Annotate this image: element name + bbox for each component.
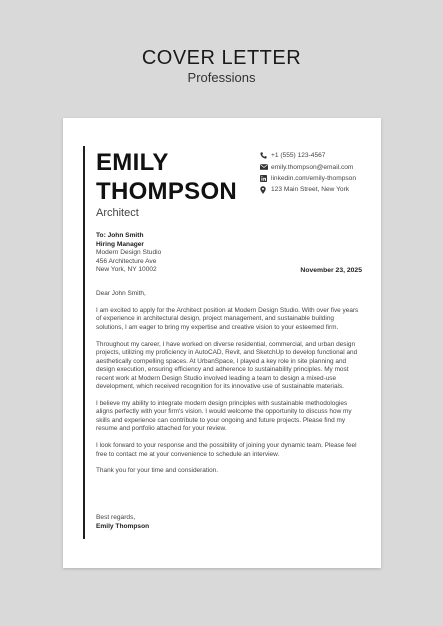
contact-linkedin xyxy=(260,173,356,184)
linkedin-icon xyxy=(260,175,271,182)
cover-letter-page xyxy=(63,118,381,568)
contact-phone xyxy=(260,150,356,161)
body-paragraph: Thank you for your time and consideration. xyxy=(96,467,219,475)
envelope-icon xyxy=(260,164,271,170)
applicant-role: Architect xyxy=(96,207,139,219)
closing: Best regards, xyxy=(96,514,136,521)
contact-text: emily.thompson@email.com xyxy=(271,163,354,171)
body-paragraph: I am excited to apply for the Architect position at Modern Design Studio. With over five years of experience in architectural design, project management, and sustainable building solutions, I am eager to bring my expertise and creative vision to your esteemed firm. xyxy=(96,306,359,331)
greeting: Dear John Smith, xyxy=(96,290,146,297)
contact-info xyxy=(260,150,356,196)
page-title: COVER LETTER xyxy=(141,47,302,69)
contact-text: +1 (555) 123-4567 xyxy=(271,152,326,160)
page-header xyxy=(0,47,443,85)
recipient-name: To: John Smith xyxy=(96,232,144,239)
letter-body xyxy=(96,290,362,484)
contact-text: linkedin.com/emily-thompson xyxy=(271,174,357,182)
location-pin-icon xyxy=(260,186,271,194)
body-paragraph: Throughout my career, I have worked on diverse residential, commercial, and urban design projects, utilizing my proficiency in AutoCAD, Revit, and SketchUp to develop functional and aesthetically compelling spaces. At UrbanSpace, I played a key role in site planning and design execution, ensuring efficiency and adherence to sustainability principles. My most recent work at Modern Design Studio involved leading a team to design a mixed-use development, which received recognition for its innovative use of sustainable materials. xyxy=(96,340,358,391)
signature: Emily Thompson xyxy=(96,522,150,530)
body-paragraph: I believe my ability to integrate modern design principles with sustainable methodologies aligns perfectly with your firm's vision. I would welcome the opportunity to discuss how my skills and experience can contribute to your ongoing and future projects. Please find my resume and portfolio attached for your review. xyxy=(96,399,352,433)
body-paragraph: I look forward to your response and the possibility of joining your dynamic team. Please feel free to contact me at your convenience to schedule an interview. xyxy=(96,442,357,458)
phone-icon xyxy=(260,152,271,159)
recipient-block xyxy=(96,232,161,275)
contact-email xyxy=(260,161,356,172)
recipient-company: Modern Design Studio xyxy=(96,249,162,257)
contact-text: 123 Main Street, New York xyxy=(271,186,350,194)
applicant-name xyxy=(96,148,237,206)
signoff-block xyxy=(96,514,149,531)
contact-address xyxy=(260,184,356,195)
applicant-first-name: EMILY xyxy=(96,149,169,176)
accent-vertical-line xyxy=(83,146,85,539)
recipient-city: New York, NY 10002 xyxy=(96,266,157,274)
recipient-title: Hiring Manager xyxy=(96,240,144,248)
letter-date: November 23, 2025 xyxy=(300,267,362,274)
page-subtitle: Professions xyxy=(187,70,256,85)
recipient-street: 456 Architecture Ave xyxy=(96,257,157,265)
applicant-last-name: THOMPSON xyxy=(96,178,238,205)
